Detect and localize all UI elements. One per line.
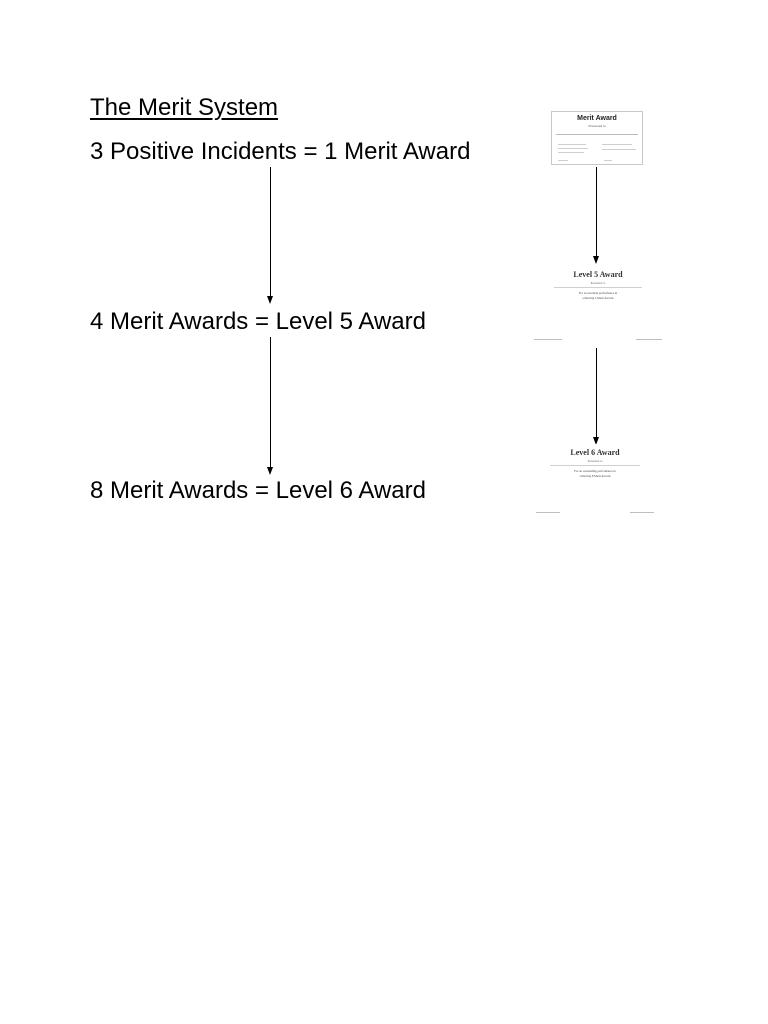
form-line [604, 160, 612, 161]
divider [554, 287, 642, 288]
certificate-line: achieving 8 Merit Awards [579, 474, 611, 478]
arrow-down-icon [596, 167, 597, 257]
rule-level-5-award: 4 Merit Awards = Level 5 Award [90, 308, 426, 335]
form-line [602, 149, 636, 150]
certificate-title: Level 6 Award [570, 448, 620, 457]
level-6-award-certificate-thumbnail [534, 444, 656, 520]
signature-line [536, 512, 560, 513]
merit-award-certificate-thumbnail [551, 111, 643, 165]
certificate-title: Merit Award [577, 115, 617, 122]
divider [556, 134, 638, 135]
certificate-line: For an outstanding performance in [574, 469, 616, 473]
certificate-subtitle: Presented to [587, 459, 603, 463]
form-line [558, 152, 584, 153]
certificate-line: For an excellent performance in [578, 291, 618, 295]
form-line [558, 160, 568, 161]
certificate-title: Level 5 Award [573, 270, 623, 279]
certificate-subtitle: Presented to [588, 124, 606, 128]
rule-level-6-award: 8 Merit Awards = Level 6 Award [90, 477, 426, 504]
certificate-subtitle: Presented to [590, 281, 606, 285]
form-line [602, 144, 632, 145]
certificate-line: achieving 4 Merit Awards [582, 296, 614, 300]
arrow-down-icon [270, 167, 271, 297]
divider [550, 465, 640, 466]
signature-line [630, 512, 654, 513]
signature-line [636, 339, 662, 340]
rule-merit-award: 3 Positive Incidents = 1 Merit Award [90, 138, 471, 165]
form-line [558, 144, 586, 145]
form-line [558, 148, 588, 149]
level-5-award-certificate-thumbnail [534, 265, 662, 345]
arrow-down-icon [596, 348, 597, 438]
signature-line [534, 339, 562, 340]
arrow-down-icon [270, 337, 271, 468]
page-title: The Merit System [90, 94, 279, 121]
